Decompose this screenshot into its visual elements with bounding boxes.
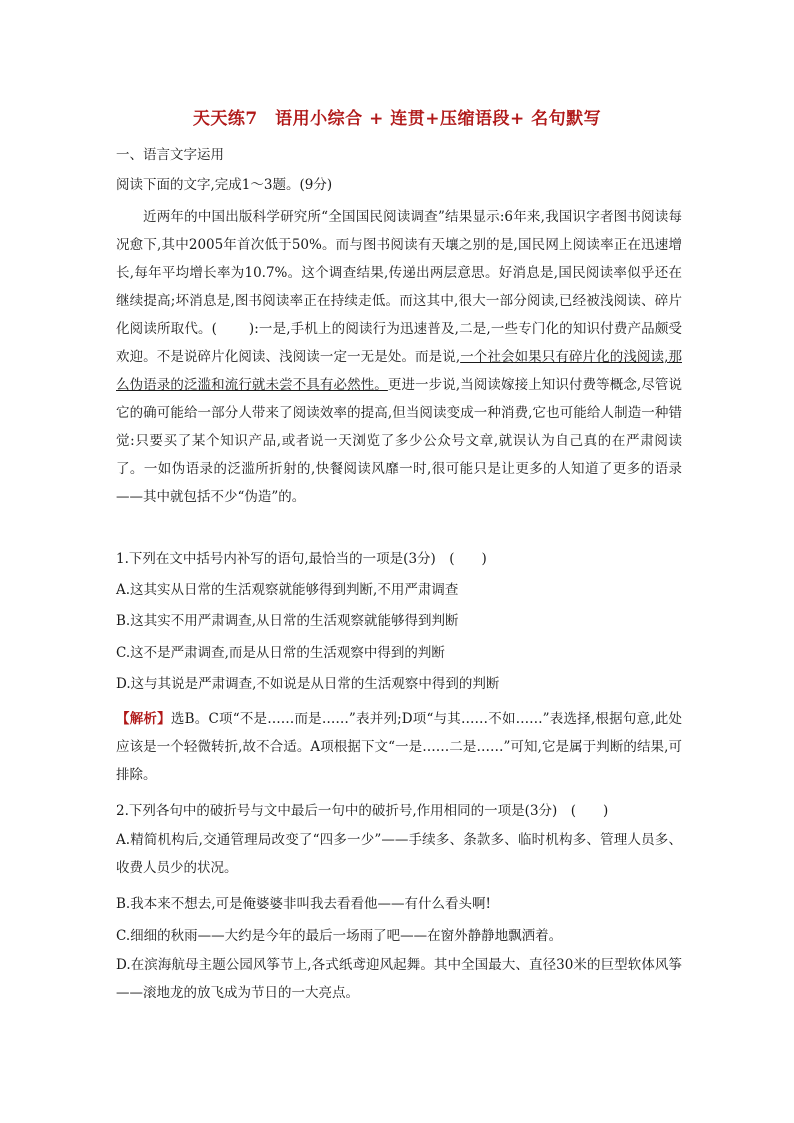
underlined-sentence: 一个社会如果只有碎片化的浅阅读,那么伪语录的泛滥和流行就未尝不具有必然性。: [116, 349, 682, 393]
answer-analysis: [116, 705, 682, 789]
analysis-text: 选B。C项“不是……而是……”表并列;D项“与其……不如……”表选择,根据句意,此处应该是一个轻微转折,故不合适。A项根据下文“一是……二是……”可知,它是属于判断的结果,可排除。: [116, 711, 683, 783]
question-2-option-a: A.精简机构后,交通管理局改变了“四多一少”——手续多、条款多、临时机构多、管理人员多、收费人员少的状况。: [116, 832, 682, 876]
reading-instruction: 阅读下面的文字,完成1～3题。(9分): [116, 177, 333, 193]
passage-text-3: 更进一步说,当阅读嫁接上知识付费等概念,尽管说它的确可能给一部分人带来了阅读效率的提高,但当阅读变成一种消费,它也可能给人制造一种错觉:只要买了某个知识产品,或者说一天浏览了多少公众号文章,就误认为自己真的在严肃阅读了。一如伪语录的泛滥所折射的,快餐阅读风靡一时,很可能只是让更多的人知道了更多的语录——其中就包括不少“伪造”的。: [116, 377, 683, 505]
question-1-option-b: B.这其实不用严肃调查,从日常的生活观察就能够得到判断: [116, 613, 459, 629]
analysis-tag: 【解析】: [116, 711, 171, 727]
passage-text-2: ):一是,手机上的阅读行为迅速普及,二是,一些专门化的知识付费产品颇受欢迎。不是说碎片化阅读、浅阅读一定一无是处。而是说,: [116, 321, 682, 365]
passage-text-1: 近两年的中国出版科学研究所“全国国民阅读调查”结果显示:6年来,我国识字者图书阅读每况愈下,其中2005年首次低于50%。而与图书阅读有天壤之别的是,国民网上阅读率正在迅速增长,每年平均增长率为10.7%。这个调查结果,传递出两层意思。好消息是,国民阅读率似乎还在继续提高;坏消息是,图书阅读率正在持续走低。而这其中,很大一部分阅读,已经被浅阅读、碎片化阅读所取代。(: [116, 209, 682, 337]
question-1-option-a: A.这其实从日常的生活观察就能够得到判断,不用严肃调查: [116, 582, 459, 598]
reading-passage: [116, 203, 682, 511]
section-heading: 一、语言文字运用: [116, 147, 224, 163]
question-2-option-d: D.在滨海航母主题公园风筝节上,各式纸鸢迎风起舞。其中全国最大、直径30米的巨型软体风筝——滚地龙的放飞成为节日的一大亮点。: [116, 957, 682, 1001]
question-1-option-d: D.这与其说是严肃调查,不如说是从日常的生活观察中得到的判断: [116, 676, 500, 692]
question-2-option-b: B.我本来不想去,可是俺婆婆非叫我去看看他——有什么看头啊!: [116, 896, 491, 912]
question-1-stem: 1.下列在文中括号内补写的语句,最恰当的一项是(3分) ( ): [116, 551, 487, 567]
question-2-option-c: C.细细的秋雨——大约是今年的最后一场雨了吧——在窗外静静地飘洒着。: [116, 928, 563, 944]
question-2-stem: 2.下列各句中的破折号与文中最后一句中的破折号,作用相同的一项是(3分) ( ): [116, 803, 609, 819]
page-title: 天天练7 语用小综合 + 连贯+压缩语段+ 名句默写: [192, 109, 602, 129]
question-1-option-c: C.这不是严肃调查,而是从日常的生活观察中得到的判断: [116, 645, 445, 661]
